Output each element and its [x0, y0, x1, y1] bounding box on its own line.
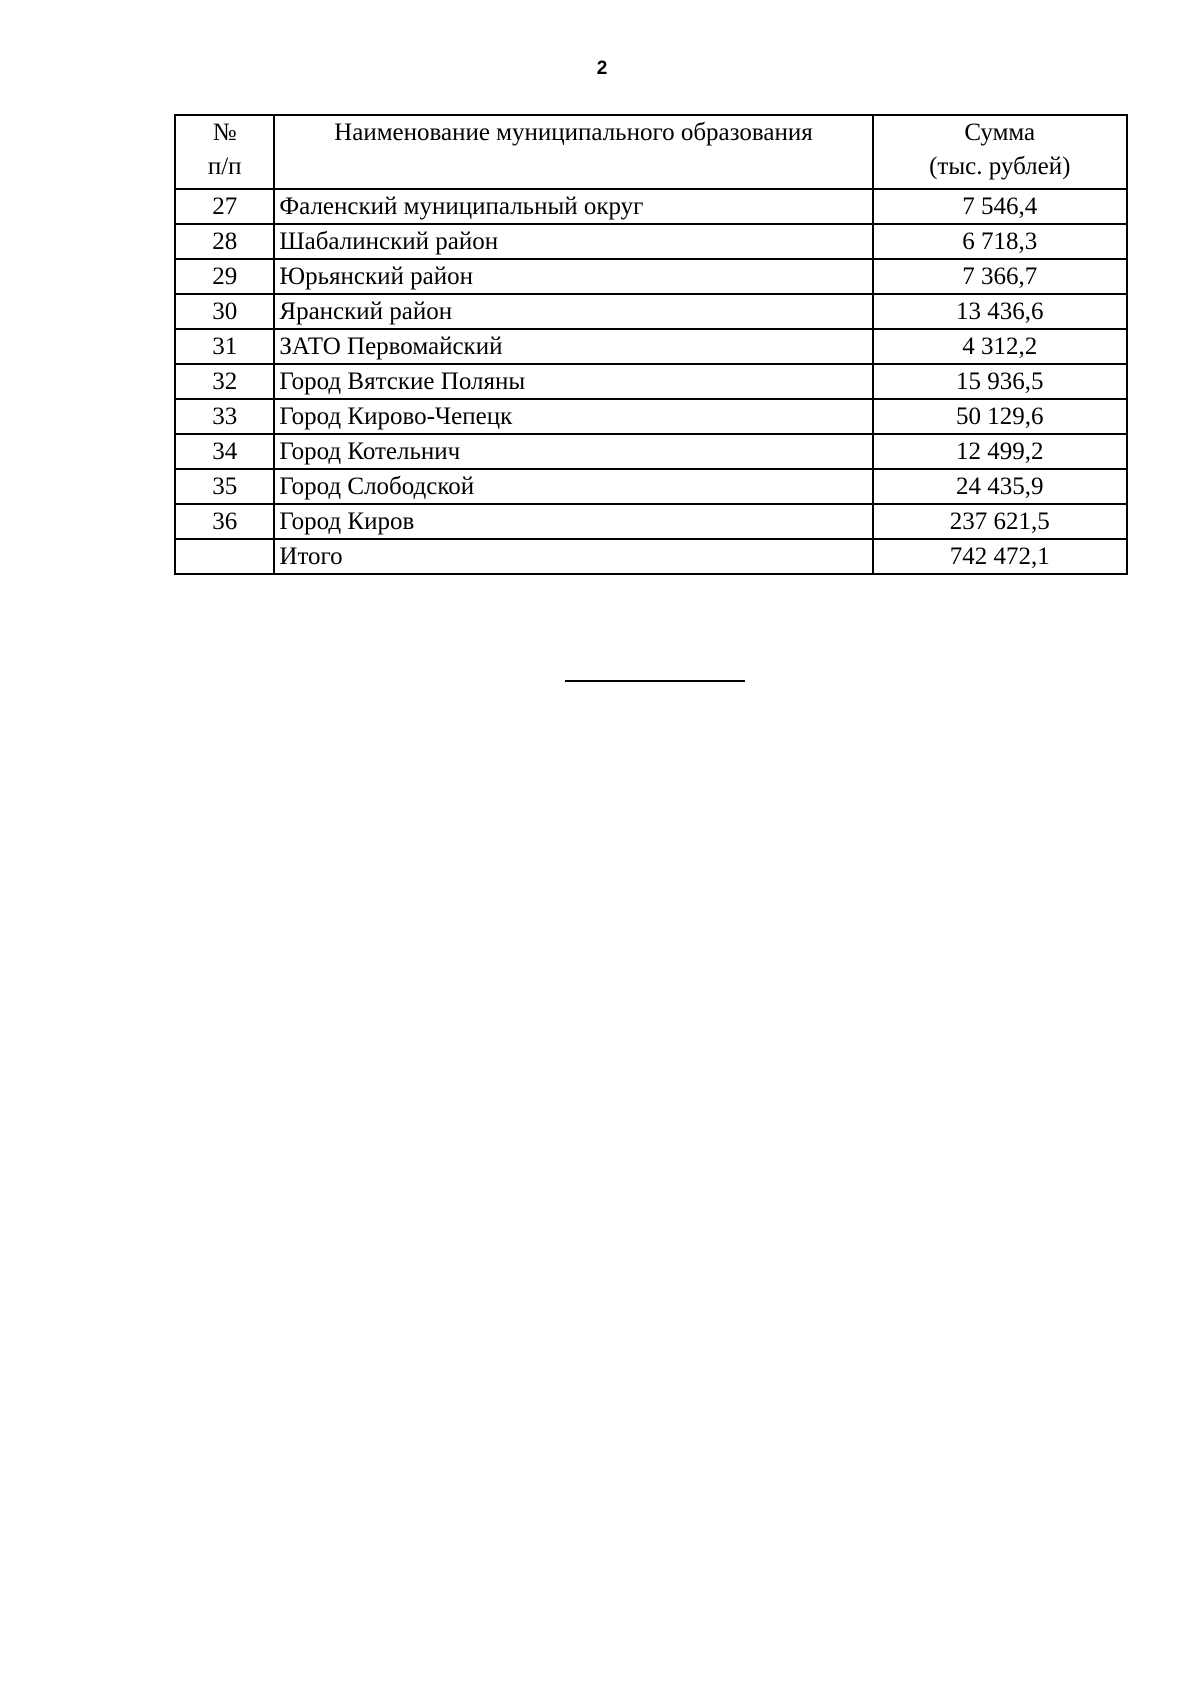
table-body	[175, 189, 1127, 574]
row-sum: 6 718,3	[873, 224, 1127, 259]
row-number: 35	[175, 469, 274, 504]
table-row	[175, 399, 1127, 434]
header-name	[274, 115, 872, 189]
header-name-label: Наименование муниципального образования	[334, 119, 813, 146]
table-row	[175, 189, 1127, 224]
header-number-line1: №	[212, 119, 237, 146]
row-number: 28	[175, 224, 274, 259]
row-name: Город Котельнич	[274, 434, 872, 469]
row-number: 27	[175, 189, 274, 224]
page-number: 2	[596, 58, 608, 79]
header-sum-line1: Сумма	[964, 119, 1036, 146]
table-row	[175, 329, 1127, 364]
row-name: Город Кирово-Чепецк	[274, 399, 872, 434]
total-number	[175, 539, 274, 574]
row-number: 31	[175, 329, 274, 364]
header-number-line2: п/п	[207, 153, 242, 180]
row-sum: 50 129,6	[873, 399, 1127, 434]
row-number: 36	[175, 504, 274, 539]
row-name: Яранский район	[274, 294, 872, 329]
table-row	[175, 434, 1127, 469]
table-row	[175, 224, 1127, 259]
row-sum: 4 312,2	[873, 329, 1127, 364]
total-sum: 742 472,1	[873, 539, 1127, 574]
row-name: Город Вятские Поляны	[274, 364, 872, 399]
header-sum	[873, 115, 1127, 189]
total-row	[175, 539, 1127, 574]
row-name: Шабалинский район	[274, 224, 872, 259]
total-label: Итого	[274, 539, 872, 574]
table-header	[175, 115, 1127, 189]
row-sum: 237 621,5	[873, 504, 1127, 539]
table-row	[175, 504, 1127, 539]
row-sum: 7 546,4	[873, 189, 1127, 224]
row-sum: 15 936,5	[873, 364, 1127, 399]
table-row	[175, 294, 1127, 329]
row-name: Город Киров	[274, 504, 872, 539]
municipal-budget-table	[174, 114, 1128, 575]
row-sum: 12 499,2	[873, 434, 1127, 469]
table-row	[175, 469, 1127, 504]
row-number: 30	[175, 294, 274, 329]
row-sum: 7 366,7	[873, 259, 1127, 294]
header-row	[175, 115, 1127, 189]
header-number	[175, 115, 274, 189]
row-number: 34	[175, 434, 274, 469]
table-row	[175, 259, 1127, 294]
header-sum-line2: (тыс. рублей)	[929, 153, 1071, 180]
row-name: Фаленский муниципальный округ	[274, 189, 872, 224]
row-sum: 13 436,6	[873, 294, 1127, 329]
row-sum: 24 435,9	[873, 469, 1127, 504]
row-name: Юрьянский район	[274, 259, 872, 294]
row-number: 29	[175, 259, 274, 294]
end-divider	[565, 680, 745, 682]
row-name: Город Слободской	[274, 469, 872, 504]
row-number: 32	[175, 364, 274, 399]
row-number: 33	[175, 399, 274, 434]
table-row	[175, 364, 1127, 399]
row-name: ЗАТО Первомайский	[274, 329, 872, 364]
